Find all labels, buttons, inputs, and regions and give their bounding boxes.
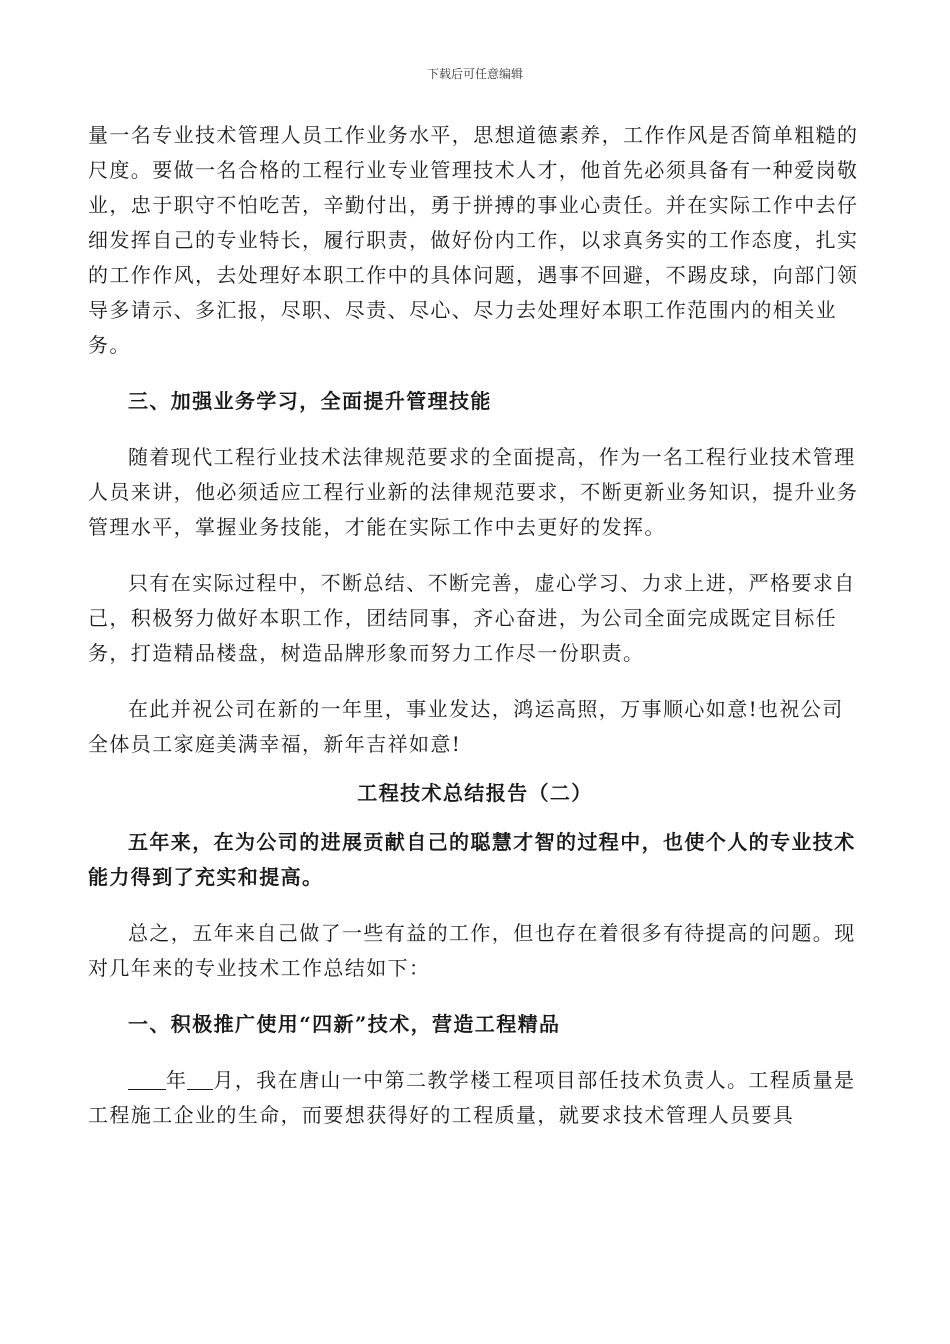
paragraph-6: 总之，五年来自己做了一些有益的工作，但也存在着很多有待提高的问题。现对几年来的专业技术工作总结如下： xyxy=(88,921,856,980)
paragraph-3: 只有在实际过程中，不断总结、不断完善，虚心学习、力求上进，严格要求自己，积极努力做好本职工作，团结同事，齐心奋进，为公司全面完成既定目标任务，打造精品楼盘，树造品牌形象而努力工作尽一份职责。 xyxy=(88,571,856,665)
paragraph-2: 随着现代工程行业技术法律规范要求的全面提高，作为一名工程行业技术管理人员来讲，他必须适应工程行业新的法律规范要求，不断更新业务知识，提升业务管理水平，掌握业务技能，才能在实际工作中去更好的发挥。 xyxy=(88,445,859,539)
blank-month xyxy=(187,1067,213,1090)
blank-year xyxy=(128,1067,166,1090)
report-title-2: 工程技术总结报告（二） xyxy=(357,781,593,805)
month-label: 月 xyxy=(213,1068,235,1092)
document-body xyxy=(88,118,862,1133)
page-header: 下载后可任意编辑 xyxy=(426,67,523,81)
year-label: 年 xyxy=(166,1068,188,1092)
paragraph-7-text: ，我在唐山一中第二教学楼工程项目部任技术负责人。工程质量是工程施工企业的生命，而要想获得好的工程质量，就要求技术管理人员要具 xyxy=(88,1068,856,1127)
paragraph-7 xyxy=(88,1063,862,1133)
paragraph-4: 在此并祝公司在新的一年里，事业发达，鸿运高照，万事顺心如意!也祝公司全体员工家庭美满幸福，新年吉祥如意! xyxy=(88,697,844,756)
section-heading-3: 三、加强业务学习，全面提升管理技能 xyxy=(128,389,492,413)
paragraph-1: 量一名专业技术管理人员工作业务水平，思想道德素养，工作作风是否简单粗糙的尺度。要做一名合格的工程行业专业管理技术人才，他首先必须具备有一种爱岗敬业，忠于职守不怕吃苦，辛勤付出，勇于拼搏的事业心责任。并在实际工作中去仔细发挥自己的专业特长，履行职责，做好份内工作，以求真务实的工作态度，扎实的工作作风，去处理好本职工作中的具体问题，遇事不回避，不踢皮球，向部门领导多请示、多汇报，尽职、尽责、尽心、尽力去处理好本职工作范围内的相关业务。 xyxy=(88,123,859,357)
paragraph-5-bold: 五年来，在为公司的进展贡献自己的聪慧才智的过程中，也使个人的专业技术能力得到了充实和提高。 xyxy=(88,830,856,889)
section-heading-1: 一、积极推广使用“四新”技术，营造工程精品 xyxy=(128,1012,561,1036)
